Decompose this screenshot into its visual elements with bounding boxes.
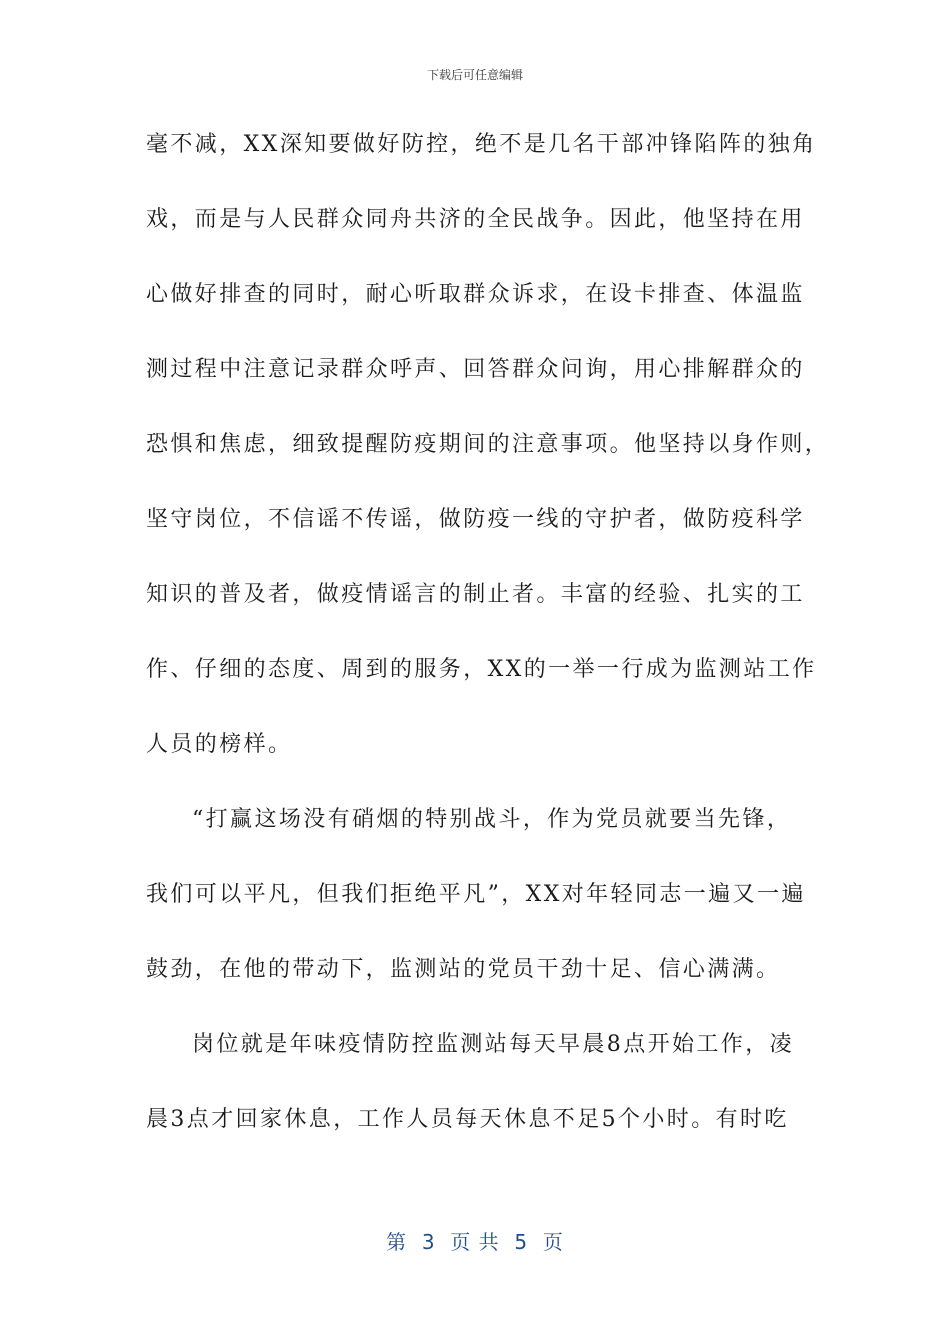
paragraph-start-line: 岗位就是年味疫情防控监测站每天早晨8点开始工作，凌 bbox=[192, 1032, 794, 1057]
text-line: 测过程中注意记录群众呼声、回答群众问询，用心排解群众的 bbox=[146, 357, 805, 382]
text-line: 坚守岗位，不信谣不传谣，做防疫一线的守护者，做防疫科学 bbox=[146, 507, 805, 532]
text-line: 鼓劲，在他的带动下，监测站的党员干劲十足、信心满满。 bbox=[146, 957, 781, 982]
text-line: 心做好排查的同时，耐心听取群众诉求，在设卡排查、体温监 bbox=[146, 282, 805, 307]
text-line: 晨3点才回家休息，工作人员每天休息不足5个小时。有时吃 bbox=[146, 1107, 789, 1132]
text-line: 毫不减，XX深知要做好防控，绝不是几名干部冲锋陷阵的独角 bbox=[146, 132, 817, 157]
text-line: 人员的榜样。 bbox=[146, 732, 293, 757]
page-header-note: 下载后可任意编辑 bbox=[426, 68, 523, 82]
text-line: 恐惧和焦虑，细致提醒防疫期间的注意事项。他坚持以身作则， bbox=[146, 432, 830, 457]
document-body bbox=[146, 122, 830, 1172]
text-line: 作、仔细的态度、周到的服务，XX的一举一行成为监测站工作 bbox=[146, 657, 817, 682]
paragraph-start-line: “打赢这场没有硝烟的特别战斗，作为党员就要当先锋， bbox=[192, 807, 792, 832]
text-line: 我们可以平凡，但我们拒绝平凡”，XX对年轻同志一遍又一遍 bbox=[146, 882, 806, 907]
text-line: 戏，而是与人民群众同舟共济的全民战争。因此，他坚持在用 bbox=[146, 207, 805, 232]
page-number-footer: 第 3 页 共 5 页 bbox=[386, 1230, 564, 1254]
text-line: 知识的普及者，做疫情谣言的制止者。丰富的经验、扎实的工 bbox=[146, 582, 805, 607]
